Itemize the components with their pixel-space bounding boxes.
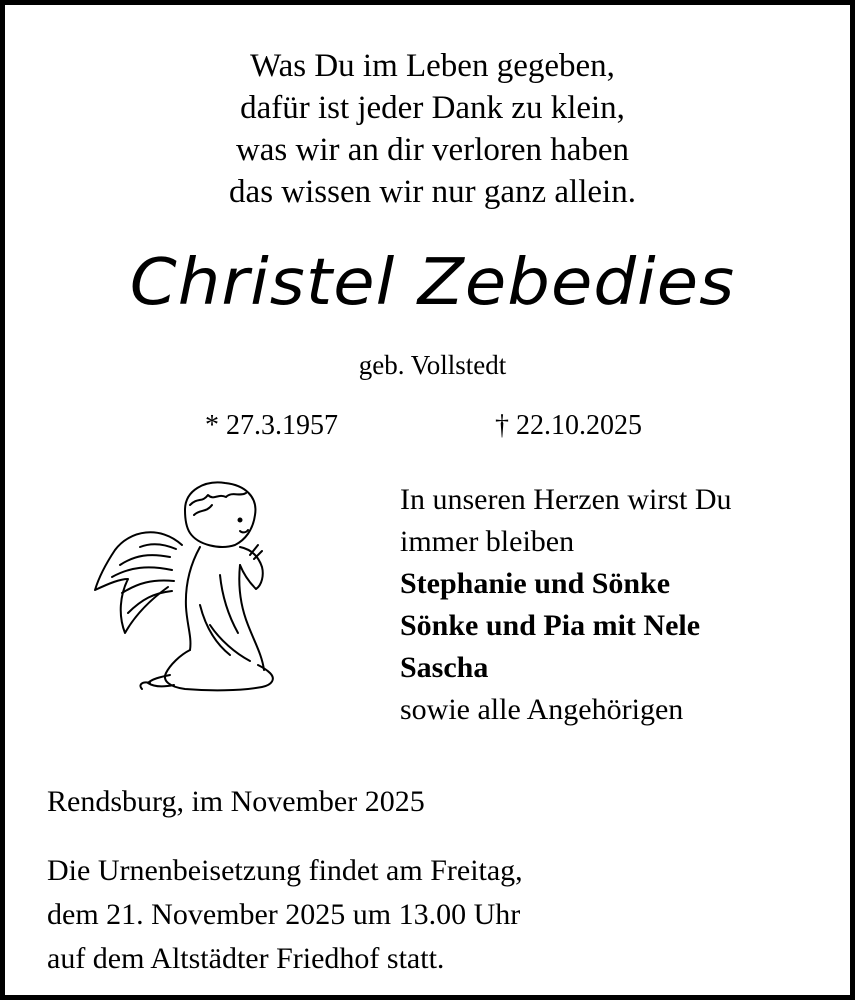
- closing-line: sowie alle Angehörigen: [400, 693, 684, 726]
- poem-line: Was Du im Leben gegeben,: [250, 48, 615, 84]
- burial-line: Die Urnenbeisetzung findet am Freitag,: [47, 854, 523, 887]
- praying-angel-icon: [90, 475, 290, 700]
- family-member: Stephanie und Sönke: [400, 567, 671, 600]
- family-block: [400, 479, 732, 731]
- death-date: † 22.10.2025: [495, 410, 642, 441]
- deceased-name: Christel Zebedies: [129, 246, 736, 320]
- burial-line: dem 21. November 2025 um 13.00 Uhr: [47, 898, 521, 931]
- memorial-poem: [5, 45, 855, 213]
- place-date: Rendsburg, im November 2025: [47, 785, 425, 818]
- poem-line: dafür ist jeder Dank zu klein,: [240, 90, 625, 126]
- intro-line: immer bleiben: [400, 525, 575, 558]
- birth-date: * 27.3.1957: [205, 410, 338, 441]
- poem-line: das wissen wir nur ganz allein.: [229, 174, 636, 210]
- family-member: Sönke und Pia mit Nele: [400, 609, 701, 642]
- intro-line: In unseren Herzen wirst Du: [400, 483, 732, 516]
- burial-notice: [47, 849, 523, 981]
- maiden-name: geb. Vollstedt: [358, 350, 507, 380]
- family-member: Sascha: [400, 651, 489, 684]
- poem-line: was wir an dir verloren haben: [235, 132, 630, 168]
- burial-line: auf dem Altstädter Friedhof statt.: [47, 942, 445, 975]
